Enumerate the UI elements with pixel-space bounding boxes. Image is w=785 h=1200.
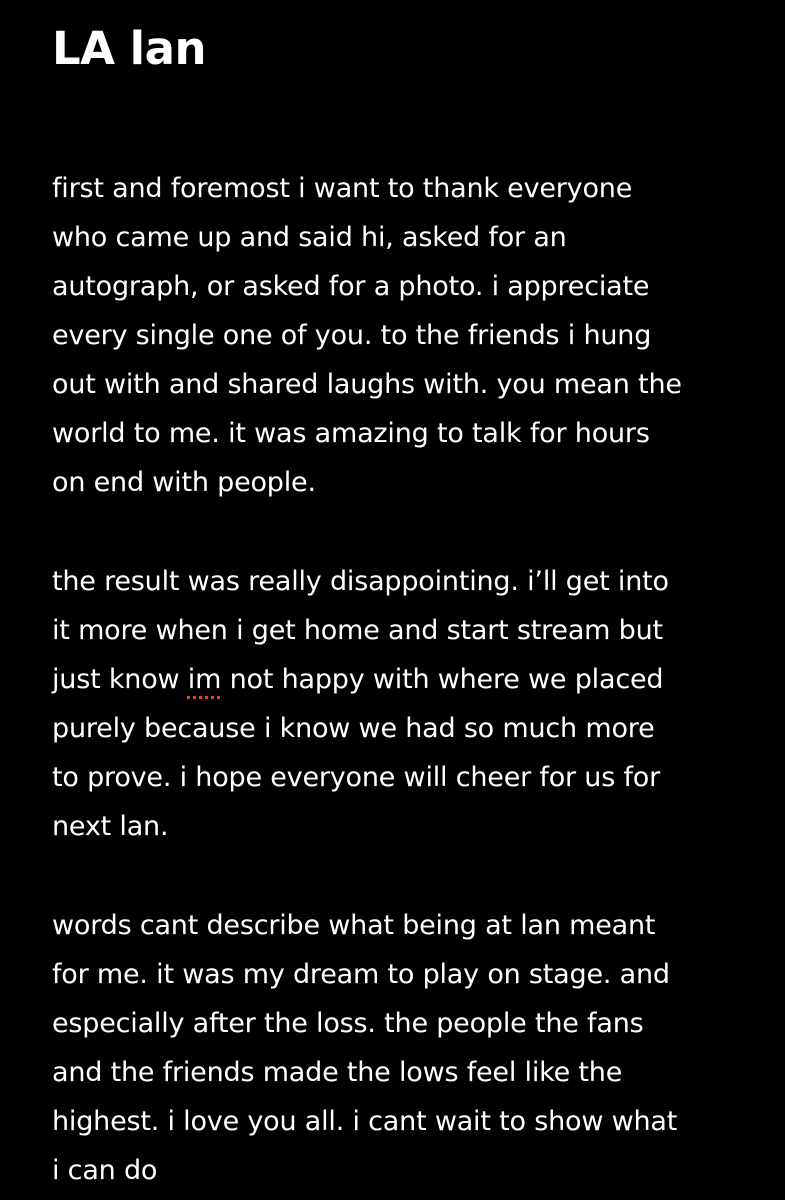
paragraph-2-flag-line-suffix: not happy with where we placed	[221, 664, 664, 695]
spellcheck-flagged-word[interactable]: im	[187, 664, 222, 695]
paragraph-2[interactable]	[52, 557, 752, 851]
note-content[interactable]	[52, 0, 752, 1195]
paragraph-2-lines-before: the result was really disappointing. i’ll get into it more when i get home and start stream but	[52, 566, 669, 646]
paragraph-2-flag-line-prefix: just know	[52, 664, 188, 695]
paragraph-1[interactable]: first and foremost i want to thank everyone who came up and said hi, asked for an autograph, or asked for a photo. i appreciate every single one of you. to the friends i hung out with and shared laughs with. you mean the world to me. it was amazing to talk for hours on end with people.	[52, 173, 682, 498]
paragraph-2-lines-after: purely because i know we had so much more to prove. i hope everyone will cheer for us for next lan.	[52, 713, 660, 842]
note-title[interactable]: LA lan	[52, 22, 206, 75]
note-body[interactable]	[52, 164, 752, 1195]
paragraph-3[interactable]: words cant describe what being at lan meant for me. it was my dream to play on stage. and especially after the loss. the people the fans and the friends made the lows feel like the highest. i love you all. i cant wait to show what i can do	[52, 910, 678, 1186]
